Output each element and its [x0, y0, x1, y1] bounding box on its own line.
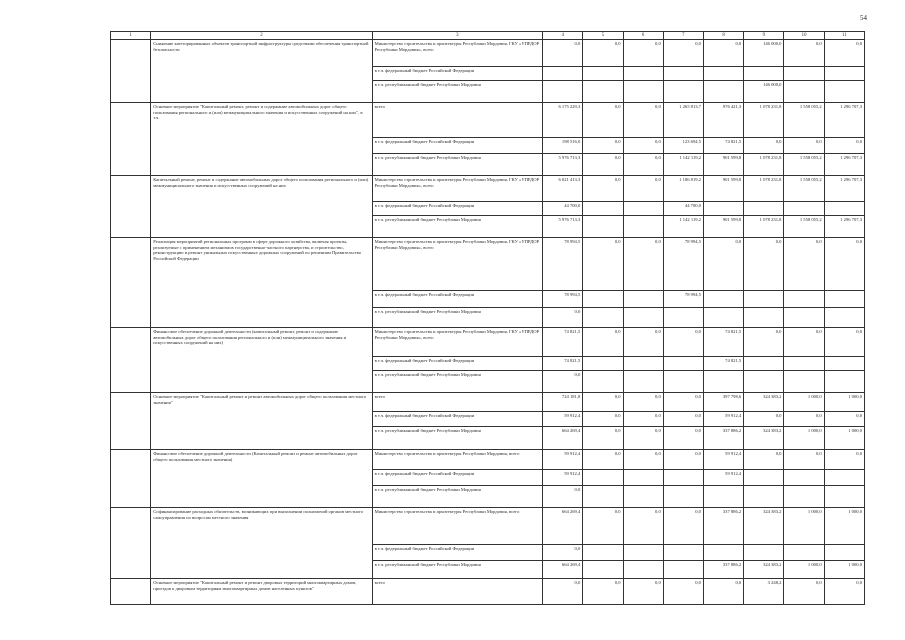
amount-cell: 3 248,2	[744, 579, 784, 605]
amount-cell: 44 700,0	[663, 202, 703, 216]
amount-cell	[663, 308, 703, 328]
measure-title-cell: Основное мероприятие "Капитальный ремонт, ремонт и содержание автомобильных дорог общего пользования регионального и (или) межмуниципального значения и искусственных сооружений на них", в т.ч.	[151, 103, 372, 176]
measure-title-cell: Основное мероприятие "Капитальный ремонт и ремонт автомобильных дорог общего пользования местного значения"	[151, 393, 372, 450]
amount-cell: 0,0	[583, 176, 623, 202]
amount-cell: 0,0	[583, 427, 623, 450]
amount-cell: 0,0	[663, 393, 703, 412]
amount-cell	[703, 545, 743, 561]
measure-title-cell: Финансовое обеспечение дорожной деятельности (Капитальный ремонт и ремонт автомобильных дорог общего пользования местного значения)	[151, 450, 372, 508]
amount-cell	[663, 545, 703, 561]
amount-cell	[623, 371, 663, 393]
amount-cell: 0,0	[623, 238, 663, 291]
funding-source-cell: в т.ч. федеральный бюджет Российской Федерации	[372, 412, 542, 427]
amount-cell: 0,0	[583, 393, 623, 412]
amount-cell: 0,0	[583, 508, 623, 545]
amount-cell: 0,0	[583, 154, 623, 176]
amount-cell: 1 078 231,8	[744, 216, 784, 238]
amount-cell: 397 798,6	[703, 393, 743, 412]
amount-cell: 337 886,2	[703, 427, 743, 450]
table-row	[111, 579, 865, 605]
amount-cell	[583, 81, 623, 103]
amount-cell	[623, 202, 663, 216]
amount-cell: 0,0	[744, 412, 784, 427]
measure-title-cell: Снижение категорированных объектов транспортной инфраструктуры средствами обеспечения транспортной безопасности	[151, 40, 372, 103]
table-row	[111, 393, 865, 412]
funding-source-cell: всего	[372, 393, 542, 412]
table-row	[111, 40, 865, 67]
amount-cell	[703, 291, 743, 308]
amount-cell: 59 912,4	[703, 412, 743, 427]
amount-cell: 0,0	[744, 450, 784, 470]
amount-cell: 0,0	[824, 579, 864, 605]
amount-cell: 59 912,4	[703, 450, 743, 470]
amount-cell	[824, 470, 864, 486]
amount-cell: 74 821,5	[703, 357, 743, 371]
amount-cell: 324 383,2	[744, 393, 784, 412]
amount-cell	[623, 486, 663, 508]
amount-cell	[583, 561, 623, 579]
measure-title-cell: Финансовое обеспечение дорожной деятельности (капитальный ремонт, ремонт и содержание автомобильных дорог общего пользования регионального и (или) межмуниципального значения и искусственных сооружений на них)	[151, 328, 372, 393]
amount-cell: 5 976 713,3	[543, 154, 583, 176]
amount-cell	[824, 202, 864, 216]
row-number-cell	[111, 393, 151, 450]
amount-cell: 0,0	[663, 328, 703, 357]
amount-cell: 59 912,4	[543, 412, 583, 427]
amount-cell	[824, 81, 864, 103]
amount-cell: 59 912,4	[543, 470, 583, 486]
amount-cell	[744, 308, 784, 328]
row-number-cell	[111, 40, 151, 103]
amount-cell: 901 599,8	[703, 216, 743, 238]
amount-cell: 0,0	[623, 154, 663, 176]
table-row	[111, 328, 865, 357]
amount-cell: 0,0	[583, 238, 623, 291]
amount-cell: 1 000,0	[824, 393, 864, 412]
amount-cell: 0,0	[824, 138, 864, 154]
amount-cell: 59 912,4	[543, 450, 583, 470]
amount-cell: 0,0	[703, 40, 743, 67]
amount-cell: 0,0	[663, 40, 703, 67]
amount-cell	[744, 67, 784, 81]
amount-cell: 1 142 119,2	[663, 154, 703, 176]
amount-cell	[703, 202, 743, 216]
amount-cell: 0,0	[663, 412, 703, 427]
funding-source-cell: в т.ч. федеральный бюджет Российской Федерации	[372, 202, 542, 216]
row-number-cell	[111, 450, 151, 508]
amount-cell: 146 000,0	[744, 40, 784, 67]
column-header-4: 4	[543, 32, 583, 40]
amount-cell	[703, 67, 743, 81]
amount-cell: 0,0	[663, 508, 703, 545]
amount-cell	[744, 291, 784, 308]
amount-cell: 0,0	[824, 40, 864, 67]
column-header-5: 5	[583, 32, 623, 40]
amount-cell	[623, 470, 663, 486]
amount-cell: 0,0	[623, 103, 663, 138]
table-row	[111, 508, 865, 545]
amount-cell: 0,0	[583, 103, 623, 138]
amount-cell	[703, 371, 743, 393]
amount-cell	[623, 216, 663, 238]
amount-cell	[824, 486, 864, 508]
amount-cell: 337 886,2	[703, 508, 743, 545]
amount-cell: 0,0	[583, 40, 623, 67]
amount-cell: 0,0	[543, 545, 583, 561]
funding-source-cell: в т.ч. республиканский бюджет Республики Мордовия	[372, 154, 542, 176]
amount-cell: 0,0	[623, 427, 663, 450]
amount-cell	[784, 81, 824, 103]
funding-source-cell: в т.ч. федеральный бюджет Российской Федерации	[372, 470, 542, 486]
amount-cell: 0,0	[824, 328, 864, 357]
amount-cell: 0,0	[543, 486, 583, 508]
amount-cell	[583, 216, 623, 238]
amount-cell: 0,0	[784, 450, 824, 470]
amount-cell	[623, 291, 663, 308]
amount-cell	[663, 81, 703, 103]
funding-source-cell: Министерство строительства и архитектуры Республики Мордовия, ГКУ «УПРДОР Республики Мордовия», всего	[372, 238, 542, 291]
amount-cell: 1 296 707,3	[824, 176, 864, 202]
column-header-10: 10	[784, 32, 824, 40]
table-row	[111, 103, 865, 138]
amount-cell: 0,0	[824, 238, 864, 291]
amount-cell: 0,0	[543, 579, 583, 605]
amount-cell	[824, 308, 864, 328]
funding-source-cell: Министерство строительства и архитектуры Республики Мордовия, ГКУ «УПРДОР Республики Мордовия», всего	[372, 40, 542, 67]
measure-title-cell: Реализация мероприятий региональных программ в сфере дорожного хозяйства, включая проекты, реализуемые с применением механизмов государственно-частного партнерства, и строительство, реконструкцию и ремонт уникальных искусственных дорожных сооружений по решениям Правительства Российской Федерации	[151, 238, 372, 328]
funding-source-cell: в т.ч. республиканский бюджет Республики Мордовия	[372, 81, 542, 103]
amount-cell	[824, 357, 864, 371]
column-header-11: 11	[824, 32, 864, 40]
column-header-7: 7	[663, 32, 703, 40]
amount-cell: 0,0	[663, 427, 703, 450]
amount-cell	[744, 486, 784, 508]
amount-cell: 1 078 231,8	[744, 176, 784, 202]
amount-cell: 0,0	[703, 238, 743, 291]
funding-source-cell: Министерство строительства и архитектуры Республики Мордовия, ГКУ «УПРДОР Республики Мордовия», всего	[372, 176, 542, 202]
amount-cell	[663, 561, 703, 579]
page-number: 54	[860, 14, 867, 22]
amount-cell	[784, 371, 824, 393]
amount-cell: 0,0	[703, 579, 743, 605]
amount-cell: 1 000,0	[784, 508, 824, 545]
amount-cell	[663, 67, 703, 81]
table-row	[111, 176, 865, 202]
funding-source-cell: в т.ч. федеральный бюджет Российской Федерации	[372, 545, 542, 561]
amount-cell: 0,0	[663, 579, 703, 605]
amount-cell: 78 994,5	[543, 291, 583, 308]
amount-cell: 1 296 707,3	[824, 103, 864, 138]
amount-cell: 74 821,5	[543, 357, 583, 371]
amount-cell: 1 000,0	[784, 561, 824, 579]
amount-cell: 1 186 819,2	[663, 176, 703, 202]
amount-cell: 901 599,8	[703, 154, 743, 176]
amount-cell: 0,0	[583, 328, 623, 357]
header-row	[111, 32, 865, 40]
funding-source-cell: всего	[372, 103, 542, 138]
amount-cell: 78 994,5	[663, 238, 703, 291]
amount-cell: 0,0	[623, 393, 663, 412]
amount-cell: 664 269,4	[543, 508, 583, 545]
amount-cell: 0,0	[623, 176, 663, 202]
amount-cell: 1 558 055,2	[784, 103, 824, 138]
amount-cell	[583, 486, 623, 508]
amount-cell: 724 181,8	[543, 393, 583, 412]
funding-source-cell: Министерство строительства и архитектуры Республики Мордовия, ГКУ «УПРДОР Республики Мордовия», всего	[372, 328, 542, 357]
amount-cell	[744, 357, 784, 371]
funding-source-cell: в т.ч. республиканский бюджет Республики Мордовия	[372, 561, 542, 579]
column-header-6: 6	[623, 32, 663, 40]
amount-cell: 1 558 055,2	[784, 176, 824, 202]
amount-cell: 0,0	[784, 328, 824, 357]
amount-cell: 1 558 055,2	[784, 216, 824, 238]
amount-cell	[784, 357, 824, 371]
amount-cell: 78 994,5	[663, 291, 703, 308]
row-number-cell	[111, 328, 151, 393]
budget-table	[110, 31, 865, 605]
amount-cell: 0,0	[543, 40, 583, 67]
funding-source-cell: в т.ч. федеральный бюджет Российской Федерации	[372, 67, 542, 81]
amount-cell	[623, 308, 663, 328]
column-header-1: 1	[111, 32, 151, 40]
amount-cell: 74 821,5	[703, 138, 743, 154]
table-row	[111, 238, 865, 291]
amount-cell: 1 000,0	[784, 393, 824, 412]
row-number-cell	[111, 579, 151, 605]
amount-cell: 78 994,5	[543, 238, 583, 291]
amount-cell	[623, 67, 663, 81]
amount-cell: 5 976 713,3	[543, 216, 583, 238]
amount-cell	[623, 357, 663, 371]
amount-cell: 146 000,0	[744, 81, 784, 103]
amount-cell	[744, 371, 784, 393]
amount-cell	[543, 67, 583, 81]
funding-source-cell: Министерство строительства и архитектуры Республики Мордовия, всего	[372, 508, 542, 545]
column-header-8: 8	[703, 32, 743, 40]
amount-cell: 0,0	[784, 412, 824, 427]
funding-source-cell: в т.ч. федеральный бюджет Российской Федерации	[372, 291, 542, 308]
amount-cell	[663, 357, 703, 371]
amount-cell: 324 383,2	[744, 561, 784, 579]
amount-cell	[583, 371, 623, 393]
funding-source-cell: в т.ч. республиканский бюджет Республики Мордовия	[372, 216, 542, 238]
amount-cell: 0,0	[583, 412, 623, 427]
amount-cell: 1 000,0	[784, 427, 824, 450]
amount-cell: 1 078 231,8	[744, 103, 784, 138]
amount-cell: 0,0	[623, 412, 663, 427]
amount-cell: 0,0	[784, 238, 824, 291]
amount-cell	[824, 545, 864, 561]
amount-cell	[623, 561, 663, 579]
amount-cell: 59 912,4	[703, 470, 743, 486]
amount-cell: 74 821,5	[543, 328, 583, 357]
amount-cell	[784, 202, 824, 216]
row-number-cell	[111, 176, 151, 238]
funding-source-cell: всего	[372, 579, 542, 605]
amount-cell	[824, 67, 864, 81]
amount-cell: 664 269,4	[543, 427, 583, 450]
amount-cell: 0,0	[663, 450, 703, 470]
amount-cell: 976 421,3	[703, 103, 743, 138]
amount-cell	[703, 486, 743, 508]
funding-source-cell: в т.ч. федеральный бюджет Российской Федерации	[372, 138, 542, 154]
funding-source-cell: в т.ч. республиканский бюджет Республики Мордовия	[372, 486, 542, 508]
amount-cell: 0,0	[583, 138, 623, 154]
amount-cell: 1 000,0	[824, 561, 864, 579]
amount-cell: 6 021 413,3	[543, 176, 583, 202]
amount-cell: 0,0	[543, 371, 583, 393]
amount-cell: 0,0	[824, 450, 864, 470]
amount-cell: 1 265 813,7	[663, 103, 703, 138]
funding-source-cell: в т.ч. республиканский бюджет Республики Мордовия	[372, 427, 542, 450]
amount-cell	[703, 81, 743, 103]
amount-cell	[623, 81, 663, 103]
amount-cell: 0,0	[623, 328, 663, 357]
amount-cell	[583, 470, 623, 486]
column-header-3: 3	[372, 32, 542, 40]
amount-cell: 1 000,0	[824, 427, 864, 450]
funding-source-cell: в т.ч. республиканский бюджет Республики Мордовия	[372, 308, 542, 328]
amount-cell	[784, 486, 824, 508]
amount-cell: 0,0	[744, 328, 784, 357]
amount-cell	[583, 291, 623, 308]
amount-cell	[583, 545, 623, 561]
amount-cell: 0,0	[784, 579, 824, 605]
amount-cell: 901 599,8	[703, 176, 743, 202]
amount-cell: 0,0	[623, 508, 663, 545]
amount-cell	[784, 470, 824, 486]
amount-cell: 74 821,5	[703, 328, 743, 357]
amount-cell	[784, 308, 824, 328]
amount-cell: 324 383,2	[744, 427, 784, 450]
amount-cell: 0,0	[744, 138, 784, 154]
amount-cell: 0,0	[784, 138, 824, 154]
row-number-cell	[111, 103, 151, 176]
amount-cell	[663, 371, 703, 393]
amount-cell: 1 558 055,2	[784, 154, 824, 176]
measure-title-cell: Капитальный ремонт, ремонт и содержание автомобильных дорог общего пользования регионального и (или) межмуниципального значения и искусственных сооружений на них	[151, 176, 372, 238]
amount-cell: 0,0	[623, 579, 663, 605]
funding-source-cell: в т.ч. республиканский бюджет Республики Мордовия	[372, 371, 542, 393]
amount-cell: 6 175 229,3	[543, 103, 583, 138]
amount-cell	[583, 67, 623, 81]
amount-cell: 123 694,5	[663, 138, 703, 154]
amount-cell	[583, 308, 623, 328]
amount-cell	[784, 67, 824, 81]
amount-cell: 0,0	[784, 40, 824, 67]
amount-cell: 0,0	[543, 308, 583, 328]
amount-cell: 0,0	[623, 450, 663, 470]
amount-cell: 1 078 231,8	[744, 154, 784, 176]
amount-cell: 198 516,0	[543, 138, 583, 154]
row-number-cell	[111, 508, 151, 579]
amount-cell: 0,0	[623, 40, 663, 67]
amount-cell	[583, 357, 623, 371]
measure-title-cell: Софинансирование расходных обязательств, возникающих при выполнении полномочий органов местного самоуправления по вопросам местного значения	[151, 508, 372, 579]
amount-cell	[824, 371, 864, 393]
row-number-cell	[111, 238, 151, 328]
amount-cell: 1 142 119,2	[663, 216, 703, 238]
column-header-9: 9	[744, 32, 784, 40]
funding-source-cell: в т.ч. федеральный бюджет Российской Федерации	[372, 357, 542, 371]
amount-cell: 44 700,0	[543, 202, 583, 216]
amount-cell: 0,0	[744, 238, 784, 291]
measure-title-cell: Основное мероприятие "Капитальный ремонт и ремонт дворовых территорий многоквартирных домов, проездов к дворовым территориям многоквартирных домов населенных пунктов"	[151, 579, 372, 605]
amount-cell	[784, 291, 824, 308]
amount-cell	[543, 81, 583, 103]
amount-cell	[703, 308, 743, 328]
amount-cell	[744, 202, 784, 216]
amount-cell	[663, 486, 703, 508]
amount-cell: 0,0	[623, 138, 663, 154]
amount-cell	[583, 202, 623, 216]
amount-cell	[663, 470, 703, 486]
amount-cell: 0,0	[583, 450, 623, 470]
amount-cell: 0,0	[583, 579, 623, 605]
amount-cell	[744, 545, 784, 561]
column-header-2: 2	[151, 32, 372, 40]
amount-cell: 337 886,2	[703, 561, 743, 579]
amount-cell	[623, 545, 663, 561]
amount-cell	[824, 291, 864, 308]
amount-cell: 0,0	[824, 412, 864, 427]
amount-cell	[784, 545, 824, 561]
table-row	[111, 450, 865, 470]
amount-cell	[744, 470, 784, 486]
amount-cell: 664 269,4	[543, 561, 583, 579]
amount-cell: 1 296 707,3	[824, 216, 864, 238]
funding-source-cell: Министерство строительства и архитектуры Республики Мордовия, всего	[372, 450, 542, 470]
amount-cell: 1 296 707,3	[824, 154, 864, 176]
amount-cell: 324 383,2	[744, 508, 784, 545]
amount-cell: 1 000,0	[824, 508, 864, 545]
